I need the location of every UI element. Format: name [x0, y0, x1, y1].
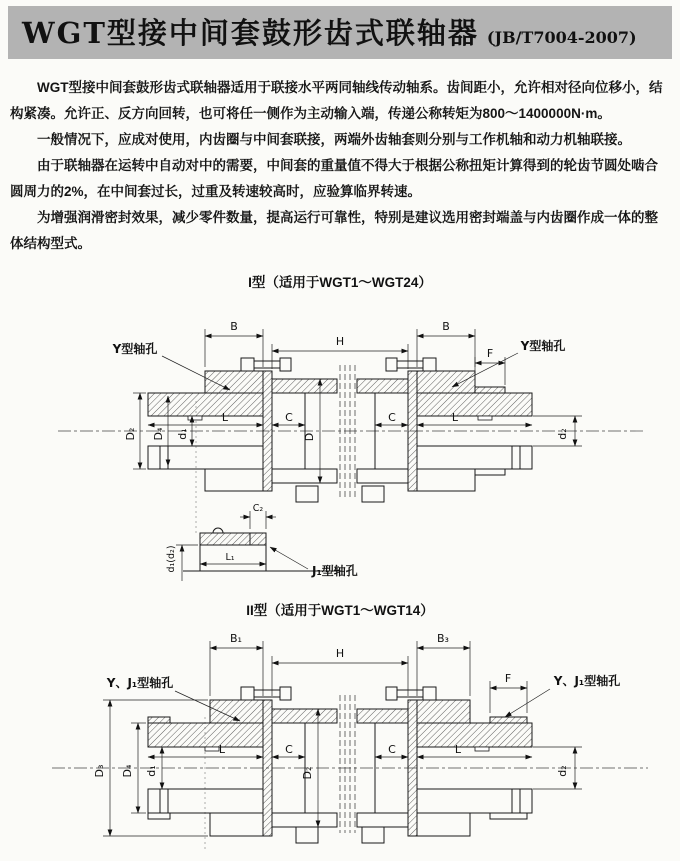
dim-d1: d₁ — [176, 428, 189, 440]
title-bar — [8, 6, 672, 59]
dim-D4: D₄ — [152, 427, 165, 441]
coupling-type2-drawing — [0, 621, 680, 861]
j1-bore-subfigure — [166, 503, 358, 581]
dim-b-left: B — [230, 320, 238, 333]
diagram-2 — [0, 621, 680, 861]
page-title: WGT型接中间套鼓形齿式联轴器 — [22, 16, 479, 50]
standard-ref: (JB/T7004-2007) — [486, 28, 637, 47]
dim-D2: D₂ — [124, 427, 137, 441]
dim-D4: D₄ — [121, 764, 134, 778]
dim-C-left: C — [285, 743, 293, 756]
paragraph-2: 一般情况下，应成对使用，内齿圈与中间套联接，两端外齿轴套则分别与工作机轴和动力机轴联接。 — [37, 132, 631, 147]
paragraph-4: 为增强润滑密封效果，减少零件数量，提高运行可靠性，特别是建议选用密封端盖与内齿圈作成一体的整体结构型式。 — [10, 210, 658, 251]
dim-L-left: L — [221, 411, 229, 424]
dim-b3: B₃ — [437, 632, 449, 645]
coupling-type1-drawing — [0, 293, 680, 585]
dim-d1d2: d₁(d₂) — [166, 545, 177, 573]
label-y-bore-right: Y型轴孔 — [520, 339, 566, 353]
intro-text — [0, 59, 680, 257]
paragraph-1: WGT型接中间套鼓形齿式联轴器适用于联接水平两同轴线传动轴系。齿间距小，允许相对径向位移小，结构紧凑。允许正、反方向回转，也可将任一侧作为主动输入端，传递公称转矩为800～1400000N·m。 — [10, 80, 663, 121]
dim-C-left: C — [285, 411, 293, 424]
dim-f: F — [504, 672, 512, 685]
bolt-icon-left — [241, 687, 291, 700]
bolt-icon-right — [386, 358, 436, 371]
diagram-1-title: I型（适用于WGT1～WGT24） — [248, 275, 432, 290]
dim-h: H — [335, 335, 345, 348]
dim-L-right: L — [454, 743, 462, 756]
dim-d2: d₂ — [556, 765, 569, 777]
label-y-bore-left: Y型轴孔 — [112, 342, 158, 356]
dim-C-right: C — [388, 411, 396, 424]
dim-b-right: B — [442, 320, 450, 333]
dim-L-left: L — [218, 743, 226, 756]
dim-d2: d₂ — [556, 428, 569, 440]
dim-L-right: L — [451, 411, 459, 424]
label-yj1-bore-right: Y、J₁型轴孔 — [553, 674, 621, 688]
dim-L1: L₁ — [225, 552, 235, 563]
bolt-icon-left — [241, 358, 291, 371]
paragraph-3: 由于联轴器在运转中自动对中的需要，中间套的重量值不得大于根据公称扭矩计算得到的轮齿节圆处啮合圆周力的2%，在中间套过长，过重及转速较高时，应验算临界转速。 — [10, 158, 658, 199]
break-lines — [340, 695, 355, 833]
diagram-1 — [0, 293, 680, 585]
label-j1-bore: J₁型轴孔 — [312, 564, 358, 578]
dim-b1: B₁ — [230, 632, 242, 645]
bolt-icon-right — [386, 687, 436, 700]
dim-D: D — [303, 432, 316, 442]
dim-D3: D₃ — [93, 764, 106, 778]
dim-D2: D₂ — [301, 766, 314, 780]
dim-f: F — [486, 347, 494, 360]
dim-h: H — [335, 647, 345, 660]
label-yj1-bore-left: Y、J₁型轴孔 — [106, 676, 174, 690]
dim-C2: C₂ — [252, 503, 264, 514]
dim-C-right: C — [388, 743, 396, 756]
diagram-2-title: II型（适用于WGT1～WGT14） — [246, 603, 434, 618]
lower-feet — [296, 827, 384, 843]
dim-d1: d₁ — [145, 765, 158, 777]
